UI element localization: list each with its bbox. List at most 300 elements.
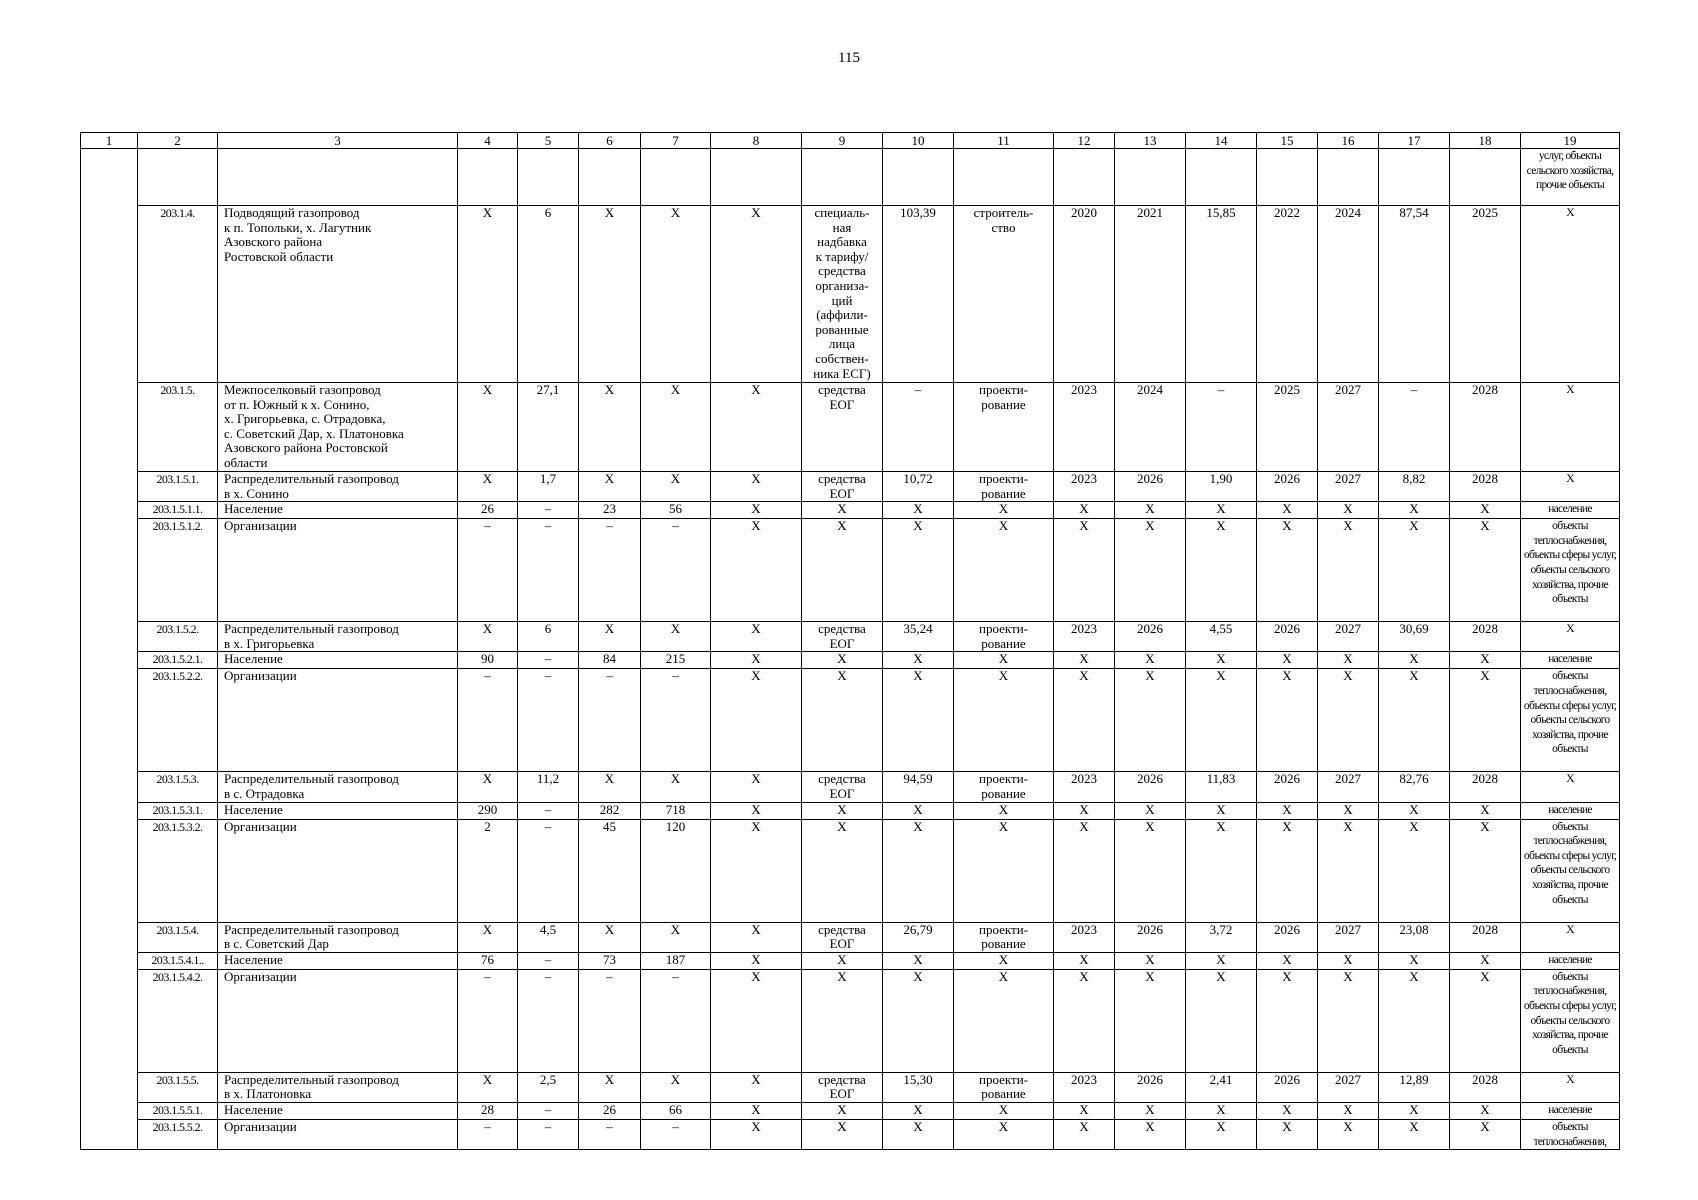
cell-col-16: 2027	[1318, 472, 1379, 502]
cell-col-11: Х	[954, 502, 1054, 519]
cell-col-7: Х	[641, 206, 711, 383]
cell-col-9: Х	[802, 502, 883, 519]
cell-col-4: 76	[458, 952, 518, 969]
cell-col-17: Х	[1379, 1119, 1450, 1149]
cell-col-5: –	[518, 819, 579, 922]
cell-col-3: Организации	[218, 1119, 458, 1149]
cell-col-14: 4,55	[1186, 622, 1257, 652]
column-header-1: 1	[81, 133, 138, 149]
cell-col-7: Х	[641, 472, 711, 502]
data-table	[80, 132, 1620, 1150]
cell-col-15	[1257, 149, 1318, 206]
cell-col-3: Организации	[218, 519, 458, 622]
cell-col-18: Х	[1450, 519, 1521, 622]
cell-col-8: Х	[711, 472, 802, 502]
cell-col-15: Х	[1257, 1119, 1318, 1149]
cell-col-9	[802, 149, 883, 206]
table-body	[81, 133, 1620, 1150]
cell-col-7: 120	[641, 819, 711, 922]
table-row	[81, 652, 1620, 669]
cell-col-17: –	[1379, 383, 1450, 472]
cell-col-11: Х	[954, 1119, 1054, 1149]
table-row	[81, 772, 1620, 802]
column-header-9: 9	[802, 133, 883, 149]
cell-col-7: 56	[641, 502, 711, 519]
cell-col-17: 87,54	[1379, 206, 1450, 383]
cell-col-10: Х	[883, 502, 954, 519]
cell-col-6: –	[579, 519, 641, 622]
cell-col-11: Х	[954, 669, 1054, 772]
cell-col-7: Х	[641, 772, 711, 802]
cell-col-5: –	[518, 1119, 579, 1149]
cell-col-19: Х	[1521, 472, 1620, 502]
cell-col-10: Х	[883, 1119, 954, 1149]
cell-col-16: Х	[1318, 1119, 1379, 1149]
cell-col-14: Х	[1186, 669, 1257, 772]
cell-col-17: Х	[1379, 802, 1450, 819]
cell-col-17: 82,76	[1379, 772, 1450, 802]
cell-col-13: Х	[1115, 969, 1186, 1072]
cell-col-5: –	[518, 802, 579, 819]
cell-col-11: Х	[954, 1102, 1054, 1119]
cell-col-3: Население	[218, 502, 458, 519]
cell-col-6: Х	[579, 622, 641, 652]
cell-col-11: Х	[954, 952, 1054, 969]
cell-col-2: 203.1.5.3.	[138, 772, 218, 802]
cell-col-2: 203.1.5.3.2.	[138, 819, 218, 922]
cell-col-12: Х	[1054, 952, 1115, 969]
cell-col-3: Население	[218, 1102, 458, 1119]
cell-col-10: 35,24	[883, 622, 954, 652]
cell-col-19: население	[1521, 502, 1620, 519]
cell-col-13: Х	[1115, 502, 1186, 519]
cell-col-12	[1054, 149, 1115, 206]
cell-col-3: Население	[218, 652, 458, 669]
cell-col-7: Х	[641, 922, 711, 952]
cell-col-17: Х	[1379, 1102, 1450, 1119]
cell-col-18: 2025	[1450, 206, 1521, 383]
table-row	[81, 206, 1620, 383]
cell-col-12: Х	[1054, 969, 1115, 1072]
cell-col-15: 2026	[1257, 922, 1318, 952]
cell-col-7: –	[641, 969, 711, 1072]
table-row	[81, 622, 1620, 652]
table-row	[81, 819, 1620, 922]
cell-col-9: средства ЕОГ	[802, 922, 883, 952]
column-header-14: 14	[1186, 133, 1257, 149]
cell-col-14: 15,85	[1186, 206, 1257, 383]
cell-col-17: Х	[1379, 669, 1450, 772]
cell-col-13: Х	[1115, 802, 1186, 819]
cell-col-19: население	[1521, 802, 1620, 819]
cell-col-16: Х	[1318, 819, 1379, 922]
cell-col-7: –	[641, 1119, 711, 1149]
cell-col-10: 26,79	[883, 922, 954, 952]
cell-col-11: проекти- рование	[954, 922, 1054, 952]
cell-col-6: Х	[579, 383, 641, 472]
cell-col-12: Х	[1054, 802, 1115, 819]
table-row	[81, 922, 1620, 952]
cell-col-5: –	[518, 519, 579, 622]
cell-col-5: –	[518, 1102, 579, 1119]
cell-col-14	[1186, 149, 1257, 206]
cell-col-11: Х	[954, 969, 1054, 1072]
cell-col-12: Х	[1054, 519, 1115, 622]
cell-col-6: 84	[579, 652, 641, 669]
cell-col-7: 66	[641, 1102, 711, 1119]
cell-col-8: Х	[711, 519, 802, 622]
cell-col-9: Х	[802, 669, 883, 772]
cell-col-12: 2023	[1054, 622, 1115, 652]
cell-col-9: средства ЕОГ	[802, 472, 883, 502]
cell-col-14: Х	[1186, 1102, 1257, 1119]
cell-col-11: проекти- рование	[954, 1072, 1054, 1102]
cell-col-7	[641, 149, 711, 206]
cell-col-13: Х	[1115, 519, 1186, 622]
cell-col-7: Х	[641, 1072, 711, 1102]
cell-col-14: Х	[1186, 819, 1257, 922]
cell-col-17: Х	[1379, 652, 1450, 669]
cell-col-15: Х	[1257, 952, 1318, 969]
table-row	[81, 1119, 1620, 1149]
column-header-5: 5	[518, 133, 579, 149]
cell-col-9: Х	[802, 1102, 883, 1119]
cell-col-9: средства ЕОГ	[802, 622, 883, 652]
cell-col-17: Х	[1379, 519, 1450, 622]
cell-col-8: Х	[711, 206, 802, 383]
cell-col-8: Х	[711, 922, 802, 952]
cell-col-12: 2023	[1054, 922, 1115, 952]
cell-col-7: –	[641, 519, 711, 622]
cell-col-2: 203.1.5.5.2.	[138, 1119, 218, 1149]
cell-col-3	[218, 149, 458, 206]
table-row	[81, 669, 1620, 772]
table-row	[81, 383, 1620, 472]
cell-col-16: 2027	[1318, 622, 1379, 652]
page-number: 115	[838, 50, 860, 66]
cell-col-18: 2028	[1450, 472, 1521, 502]
cell-col-10: Х	[883, 669, 954, 772]
cell-col-10: Х	[883, 819, 954, 922]
cell-col-19: население	[1521, 652, 1620, 669]
cell-col-6: 282	[579, 802, 641, 819]
cell-col-9: средства ЕОГ	[802, 383, 883, 472]
cell-col-10: 15,30	[883, 1072, 954, 1102]
cell-col-7: –	[641, 669, 711, 772]
cell-col-10: Х	[883, 952, 954, 969]
cell-col-19: объекты теплоснабжения,	[1521, 1119, 1620, 1149]
cell-col-14: Х	[1186, 802, 1257, 819]
cell-col-18: 2028	[1450, 922, 1521, 952]
cell-col-8: Х	[711, 669, 802, 772]
cell-col-11: Х	[954, 819, 1054, 922]
column-header-8: 8	[711, 133, 802, 149]
cell-col-12: 2023	[1054, 383, 1115, 472]
cell-col-9: специаль- ная надбавка к тарифу/ средства организа- ций (аффили- рованные лица собствен- ника ЕСГ)	[802, 206, 883, 383]
cell-col-16: Х	[1318, 969, 1379, 1072]
cell-col-15: Х	[1257, 669, 1318, 772]
cell-col-5: –	[518, 652, 579, 669]
column-header-2: 2	[138, 133, 218, 149]
cell-col-17: 8,82	[1379, 472, 1450, 502]
cell-col-16: 2027	[1318, 1072, 1379, 1102]
cell-col-10: Х	[883, 969, 954, 1072]
cell-col-6: Х	[579, 772, 641, 802]
cell-col-2: 203.1.5.4.1..	[138, 952, 218, 969]
cell-col-18: Х	[1450, 819, 1521, 922]
cell-col-12: 2020	[1054, 206, 1115, 383]
cell-col-9: Х	[802, 969, 883, 1072]
cell-col-4: Х	[458, 1072, 518, 1102]
cell-col-3: Распределительный газопровод в х. Платоновка	[218, 1072, 458, 1102]
cell-col-8	[711, 149, 802, 206]
cell-col-16: Х	[1318, 669, 1379, 772]
cell-col-17: 23,08	[1379, 922, 1450, 952]
cell-col-2: 203.1.5.5.	[138, 1072, 218, 1102]
cell-col-5: 6	[518, 206, 579, 383]
column-header-18: 18	[1450, 133, 1521, 149]
cell-col-7: Х	[641, 622, 711, 652]
column-header-17: 17	[1379, 133, 1450, 149]
cell-col-13: 2026	[1115, 922, 1186, 952]
cell-col-4: 28	[458, 1102, 518, 1119]
cell-col-16: 2027	[1318, 772, 1379, 802]
cell-col-12: Х	[1054, 669, 1115, 772]
cell-col-18: Х	[1450, 969, 1521, 1072]
cell-col-16: Х	[1318, 502, 1379, 519]
cell-col-6	[579, 149, 641, 206]
cell-col-19: Х	[1521, 622, 1620, 652]
cell-col-14: –	[1186, 383, 1257, 472]
cell-col-9: Х	[802, 519, 883, 622]
cell-col-10: Х	[883, 652, 954, 669]
cell-col-10: Х	[883, 802, 954, 819]
cell-col-18: Х	[1450, 802, 1521, 819]
cell-col-4: Х	[458, 772, 518, 802]
cell-col-4: 2	[458, 819, 518, 922]
cell-col-4: Х	[458, 472, 518, 502]
cell-col-19: население	[1521, 1102, 1620, 1119]
cell-col-15: 2026	[1257, 772, 1318, 802]
section-cell	[81, 149, 138, 1150]
table-row	[81, 969, 1620, 1072]
cell-col-14: 3,72	[1186, 922, 1257, 952]
cell-col-13: 2021	[1115, 206, 1186, 383]
cell-col-2: 203.1.5.3.1.	[138, 802, 218, 819]
column-header-6: 6	[579, 133, 641, 149]
header-row	[81, 133, 1620, 149]
cell-col-13: 2024	[1115, 383, 1186, 472]
cell-col-9: Х	[802, 819, 883, 922]
cell-col-12: 2023	[1054, 1072, 1115, 1102]
cell-col-4	[458, 149, 518, 206]
cell-col-13: 2026	[1115, 1072, 1186, 1102]
cell-col-13: Х	[1115, 1119, 1186, 1149]
cell-col-11: проекти- рование	[954, 472, 1054, 502]
cell-col-13: Х	[1115, 819, 1186, 922]
cell-col-7: 187	[641, 952, 711, 969]
cell-col-19: услуг, объекты сельского хозяйства, прочие объекты	[1521, 149, 1620, 206]
cell-col-10: –	[883, 383, 954, 472]
cell-col-3: Подводящий газопровод к п. Топольки, х. Лагутник Азовского района Ростовской области	[218, 206, 458, 383]
cell-col-4: 90	[458, 652, 518, 669]
cell-col-8: Х	[711, 502, 802, 519]
column-header-3: 3	[218, 133, 458, 149]
column-header-10: 10	[883, 133, 954, 149]
cell-col-4: 26	[458, 502, 518, 519]
cell-col-14: 2,41	[1186, 1072, 1257, 1102]
cell-col-18: Х	[1450, 669, 1521, 772]
cell-col-6: 26	[579, 1102, 641, 1119]
cell-col-2: 203.1.5.2.	[138, 622, 218, 652]
column-header-15: 15	[1257, 133, 1318, 149]
cell-col-2: 203.1.5.5.1.	[138, 1102, 218, 1119]
cell-col-8: Х	[711, 772, 802, 802]
cell-col-5: 11,2	[518, 772, 579, 802]
cell-col-5: 1,7	[518, 472, 579, 502]
cell-col-14: Х	[1186, 652, 1257, 669]
cell-col-4: –	[458, 969, 518, 1072]
cell-col-7: 215	[641, 652, 711, 669]
cell-col-13	[1115, 149, 1186, 206]
cell-col-15: Х	[1257, 1102, 1318, 1119]
cell-col-19: население	[1521, 952, 1620, 969]
cell-col-12: Х	[1054, 652, 1115, 669]
cell-col-5: –	[518, 969, 579, 1072]
cell-col-5: 6	[518, 622, 579, 652]
cell-col-6: Х	[579, 1072, 641, 1102]
cell-col-4: Х	[458, 206, 518, 383]
cell-col-2: 203.1.5.1.	[138, 472, 218, 502]
cell-col-10: Х	[883, 519, 954, 622]
cell-col-14: Х	[1186, 952, 1257, 969]
cell-col-9: Х	[802, 652, 883, 669]
cell-col-10: 103,39	[883, 206, 954, 383]
cell-col-12: 2023	[1054, 772, 1115, 802]
cell-col-18: Х	[1450, 652, 1521, 669]
cell-col-6: –	[579, 969, 641, 1072]
cell-col-11: проекти- рование	[954, 383, 1054, 472]
cell-col-8: Х	[711, 969, 802, 1072]
cell-col-15: 2026	[1257, 472, 1318, 502]
cell-col-4: 290	[458, 802, 518, 819]
column-header-16: 16	[1318, 133, 1379, 149]
cell-col-16: Х	[1318, 802, 1379, 819]
cell-col-3: Организации	[218, 969, 458, 1072]
cell-col-16: Х	[1318, 1102, 1379, 1119]
cell-col-14: Х	[1186, 502, 1257, 519]
cell-col-8: Х	[711, 1119, 802, 1149]
table-row	[81, 802, 1620, 819]
cell-col-3: Распределительный газопровод в с. Отрадовка	[218, 772, 458, 802]
cell-col-18: 2028	[1450, 1072, 1521, 1102]
cell-col-16: Х	[1318, 519, 1379, 622]
cell-col-2: 203.1.5.4.	[138, 922, 218, 952]
cell-col-12: Х	[1054, 1119, 1115, 1149]
cell-col-16: 2024	[1318, 206, 1379, 383]
cell-col-11: Х	[954, 652, 1054, 669]
cell-col-5: 27,1	[518, 383, 579, 472]
cell-col-15: Х	[1257, 969, 1318, 1072]
cell-col-17: Х	[1379, 502, 1450, 519]
cell-col-3: Распределительный газопровод в х. Григорьевка	[218, 622, 458, 652]
cell-col-19: Х	[1521, 922, 1620, 952]
cell-col-16: 2027	[1318, 922, 1379, 952]
cell-col-11: строитель- ство	[954, 206, 1054, 383]
cell-col-9: Х	[802, 1119, 883, 1149]
column-header-11: 11	[954, 133, 1054, 149]
cell-col-18: Х	[1450, 952, 1521, 969]
cell-col-6: 45	[579, 819, 641, 922]
table-row	[81, 519, 1620, 622]
cell-col-11: Х	[954, 802, 1054, 819]
table-row	[81, 1072, 1620, 1102]
cell-col-13: Х	[1115, 952, 1186, 969]
cell-col-8: Х	[711, 952, 802, 969]
cell-col-6: Х	[579, 472, 641, 502]
cell-col-15: Х	[1257, 819, 1318, 922]
cell-col-4: Х	[458, 622, 518, 652]
cell-col-17: Х	[1379, 819, 1450, 922]
cell-col-17: 30,69	[1379, 622, 1450, 652]
cell-col-2: 203.1.5.4.2.	[138, 969, 218, 1072]
cell-col-18: Х	[1450, 1119, 1521, 1149]
column-header-7: 7	[641, 133, 711, 149]
cell-col-18: Х	[1450, 502, 1521, 519]
cell-col-3: Организации	[218, 669, 458, 772]
cell-col-8: Х	[711, 1072, 802, 1102]
cell-col-2: 203.1.5.1.1.	[138, 502, 218, 519]
cell-col-4: Х	[458, 383, 518, 472]
cell-col-18: Х	[1450, 1102, 1521, 1119]
cell-col-3: Распределительный газопровод в х. Сонино	[218, 472, 458, 502]
cell-col-12: Х	[1054, 502, 1115, 519]
cell-col-10: 94,59	[883, 772, 954, 802]
cell-col-16: Х	[1318, 952, 1379, 969]
cell-col-6: –	[579, 669, 641, 772]
table-row	[81, 1102, 1620, 1119]
cell-col-2: 203.1.5.2.2.	[138, 669, 218, 772]
cell-col-3: Межпоселковый газопровод от п. Южный к х. Сонино, х. Григорьевка, с. Отрадовка, с. Советский Дар, х. Платоновка Азовского района Ростовской области	[218, 383, 458, 472]
cell-col-15: 2025	[1257, 383, 1318, 472]
cell-col-19: объекты теплоснабжения, объекты сферы услуг, объекты сельского хозяйства, прочие объекты	[1521, 819, 1620, 922]
cell-col-2: 203.1.4.	[138, 206, 218, 383]
cell-col-3: Население	[218, 802, 458, 819]
cell-col-6: Х	[579, 922, 641, 952]
cell-col-19: Х	[1521, 772, 1620, 802]
cell-col-17: 12,89	[1379, 1072, 1450, 1102]
cell-col-5: –	[518, 952, 579, 969]
cell-col-15: 2026	[1257, 622, 1318, 652]
column-header-12: 12	[1054, 133, 1115, 149]
cell-col-16: 2027	[1318, 383, 1379, 472]
cell-col-17: Х	[1379, 969, 1450, 1072]
cell-col-2: 203.1.5.1.2.	[138, 519, 218, 622]
cell-col-8: Х	[711, 819, 802, 922]
cell-col-7: Х	[641, 383, 711, 472]
cell-col-4: –	[458, 1119, 518, 1149]
cell-col-15: Х	[1257, 802, 1318, 819]
cell-col-2	[138, 149, 218, 206]
cell-col-15: 2022	[1257, 206, 1318, 383]
cell-col-10: 10,72	[883, 472, 954, 502]
cell-col-14: 11,83	[1186, 772, 1257, 802]
cell-col-14: Х	[1186, 1119, 1257, 1149]
cell-col-15: Х	[1257, 652, 1318, 669]
cell-col-14: 1,90	[1186, 472, 1257, 502]
cell-col-18	[1450, 149, 1521, 206]
cell-col-12: 2023	[1054, 472, 1115, 502]
